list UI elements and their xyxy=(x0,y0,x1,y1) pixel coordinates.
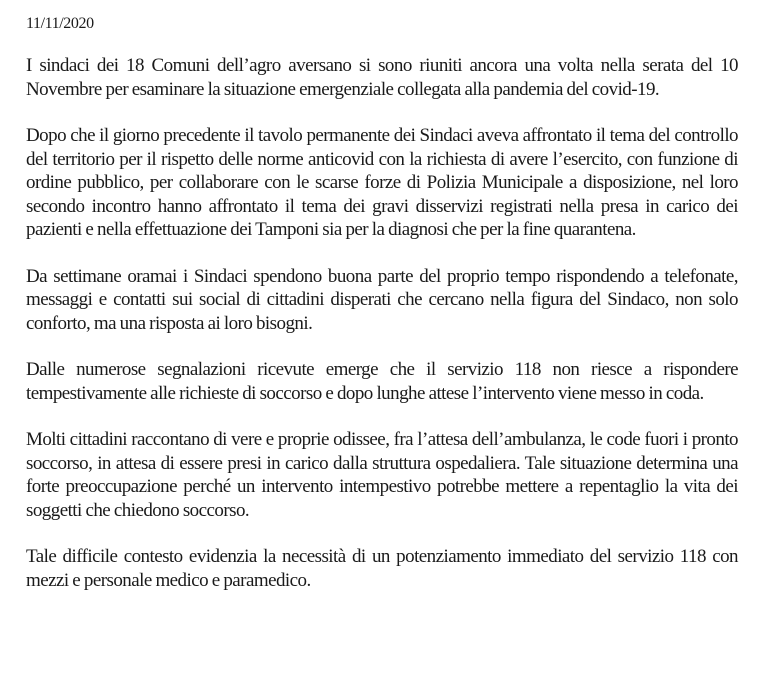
paragraph-previous-meeting: Dopo che il giorno precedente il tavolo permanente dei Sindaci aveva affrontato il tema del controllo del territorio per il rispetto delle norme anticovid con la richiesta di avere l’esercito, con funzione di ordine pubblico, per collaborare con le scarse forze di Polizia Municipale a disposizione, nel loro secondo incontro hanno affrontato il tema dei gravi disservizi registrati nella presa in carico dei pazienti e nella effettuazione dei Tamponi sia per la diagnosi che per la fine quarantena. xyxy=(26,125,738,240)
paragraph-meeting-intro: I sindaci dei 18 Comuni dell’agro aversano si sono riuniti ancora una volta nella serata del 10 Novembre per esaminare la situazione emergenziale collegata alla pandemia del covid-19. xyxy=(26,55,738,100)
document-date: 11/11/2020 xyxy=(26,15,94,32)
paragraph-citizens-odyssey: Molti cittadini raccontano di vere e proprie odissee, fra l’attesa dell’ambulanza, le code fuori i pronto soccorso, in attesa di essere presi in carico dalla struttura ospedaliera. Tale situazione determina una forte preoccupazione perché un intervento intempestivo potrebbe mettere a repentaglio la vita dei soggetti che chiedono soccorso. xyxy=(26,429,738,521)
paragraph-mayors-time: Da settimane oramai i Sindaci spendono buona parte del proprio tempo rispondendo a telefonate, messaggi e contatti sui social di cittadini disperati che cercano nella figura del Sindaco, non solo conforto, ma una risposta ai loro bisogni. xyxy=(26,265,738,334)
document-body xyxy=(26,14,738,615)
paragraph-conclusion: Tale difficile contesto evidenzia la necessità di un potenziamento immediato del servizio 118 con mezzi e personale medico e paramedico. xyxy=(26,546,738,591)
paragraph-118-service: Dalle numerose segnalazioni ricevute emerge che il servizio 118 non riesce a rispondere tempestivamente alle richieste di soccorso e dopo lunghe attese l’intervento viene messo in coda. xyxy=(26,359,738,404)
